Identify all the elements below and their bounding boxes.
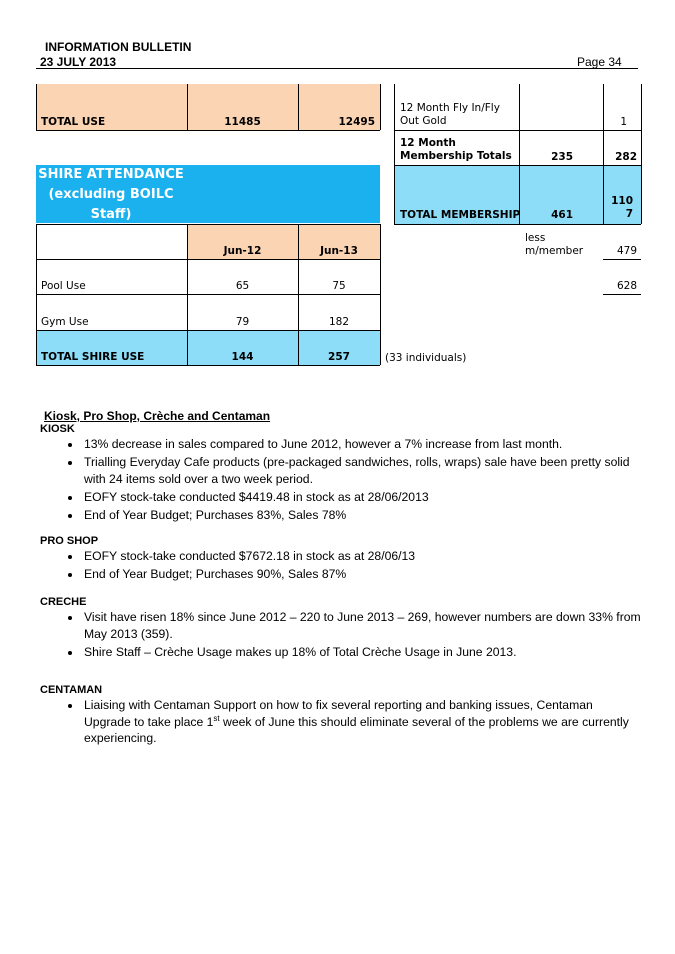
fly-in-label-line-1: 12 Month Fly In/Fly [400,102,500,114]
pro-shop-heading: PRO SHOP [40,535,99,547]
membership-totals-v2: 282 [615,151,637,163]
shire-attendance-line-3: Staff) [90,207,132,222]
less-member-label [525,232,583,258]
column-header-jun13: Jun-13 [320,245,358,257]
kiosk-list [40,436,642,525]
total-membership-v1: 461 [551,209,573,221]
centaman-text-start: Liaising with Centaman Support on how to fix several reporting and banking issues, Centaman Upgrade to take place 1 [84,698,593,729]
total-membership-v2-line-1: 110 [611,195,633,207]
centaman-list [40,697,642,748]
kiosk-heading: KIOSK [40,423,75,435]
list-item: • Trialling Everyday Cafe products (pre-packaged sandwiches, rolls, wraps) sale have been pretty solid with 24 items sold over a two week period. [82,454,642,487]
net-membership-value: 628 [616,280,637,292]
list-item: • EOFY stock-take conducted $7672.18 in stock as at 28/06/13 [82,548,642,565]
pro-shop-list [40,548,642,584]
page-number: Page 34 [577,55,622,69]
centaman-text-end: week of June this should eliminate several of the problems we are currently experiencing. [84,714,629,745]
fly-in-label-line-2: Out Gold [400,115,447,127]
total-use-label: TOTAL USE [41,116,106,128]
list-item: • Visit have risen 18% since June 2012 – 220 to June 2013 – 269, however numbers are down 33% from May 2013 (359). [82,609,642,642]
fly-in-value: 1 [620,116,627,128]
shire-attendance-line-2: (excluding BOILC [48,187,174,202]
header-rule [36,68,638,69]
shire-attendance-line-1: SHIRE ATTENDANCE [38,167,184,182]
pool-use-label: Pool Use [41,280,86,292]
list-item: • End of Year Budget; Purchases 83%, Sales 78% [82,507,642,524]
list-item [82,697,642,747]
less-member-value: 479 [616,245,637,257]
section-title: Kiosk, Pro Shop, Crèche and Centaman [44,409,271,423]
total-shire-use-label: TOTAL SHIRE USE [41,351,145,363]
list-item: • Shire Staff – Crèche Usage makes up 18% of Total Crèche Usage in June 2013. [82,644,642,661]
pool-use-jun12: 65 [235,280,250,292]
less-label-line-2: m/member [525,245,584,257]
gym-use-jun13: 182 [328,316,350,328]
total-membership-label: TOTAL MEMBERSHIP [400,209,521,221]
list-item: • End of Year Budget; Purchases 90%, Sales 87% [82,566,642,583]
centaman-superscript: st [213,713,220,723]
list-item: • 13% decrease in sales compared to June 2012, however a 7% increase from last month. [82,436,642,453]
fly-in-label [400,102,500,128]
centaman-heading: CENTAMAN [40,684,103,696]
creche-heading: CRECHE [40,596,87,608]
gym-use-label: Gym Use [41,316,89,328]
individuals-note: (33 individuals) [385,352,467,364]
total-membership-v2 [603,195,633,221]
total-use-jun13: 12495 [338,116,375,128]
membership-totals-line-2: Membership Totals [400,150,512,162]
pool-use-jun13: 75 [332,280,346,292]
bulletin-date: 23 JULY 2013 [40,55,117,69]
membership-totals-v1: 235 [551,151,573,163]
gym-use-jun12: 79 [235,316,250,328]
membership-totals-label [400,137,512,163]
total-use-jun12: 11485 [224,116,261,128]
column-header-jun12: Jun-12 [223,245,262,257]
total-shire-use-jun12: 144 [231,351,254,363]
total-membership-v2-line-2: 7 [625,208,633,220]
shire-attendance-title [36,165,186,225]
total-shire-use-jun13: 257 [328,351,350,363]
bulletin-title: INFORMATION BULLETIN [45,40,192,54]
list-item: • EOFY stock-take conducted $4419.48 in stock as at 28/06/2013 [82,489,642,506]
creche-list [40,609,642,662]
membership-totals-line-1: 12 Month [400,137,456,149]
less-label-line-1: less [525,232,546,244]
